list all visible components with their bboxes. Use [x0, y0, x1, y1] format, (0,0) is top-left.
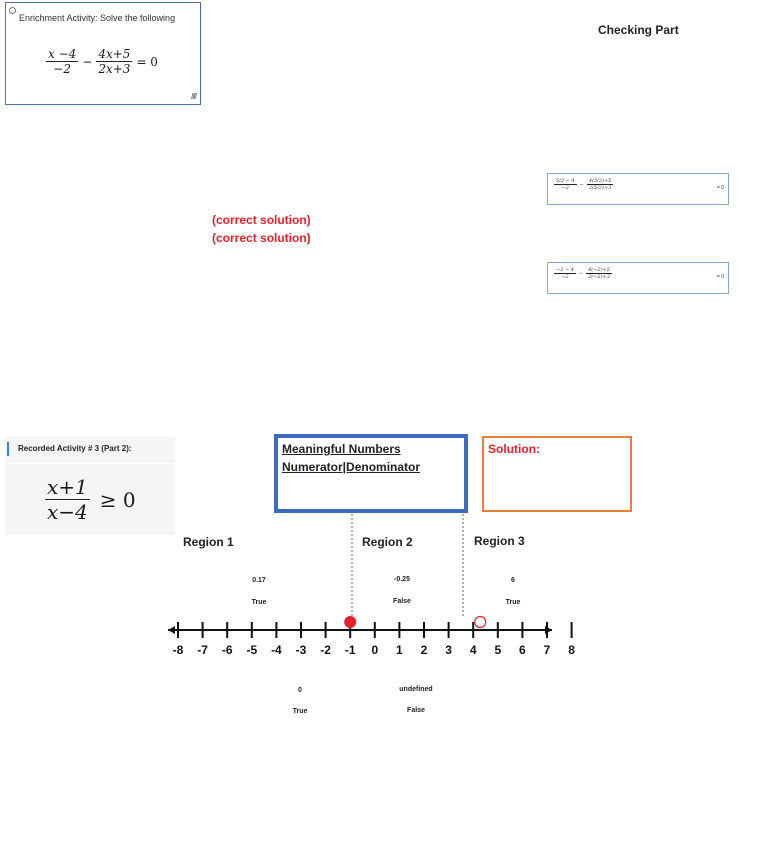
tick-label: 0	[371, 643, 379, 657]
recorded-activity-title: Recorded Activity # 3 (Part 2):	[18, 444, 132, 453]
tick-label: 7	[543, 643, 551, 657]
region-1-test: 0.17	[252, 577, 266, 584]
tick-label: 3	[445, 643, 452, 657]
tick-label: -4	[271, 643, 282, 657]
region-2-label: Region 2	[362, 535, 413, 549]
check-equation-1: $\frac{5/2 - 4}{-2}$ − $\frac{4(5/2)+5}{2(5/2)+3}$ = 0	[547, 173, 729, 205]
below-value-b: undefined	[399, 686, 433, 693]
meaningful-line-2: Numerator|Denominator	[282, 460, 421, 474]
region-3-result: True	[505, 599, 521, 606]
tick-label: 5	[494, 643, 502, 657]
fraction-1: $\frac{x -4}{-2}$	[48, 47, 77, 76]
open-point-marker	[475, 617, 486, 628]
tick-label: 8	[568, 643, 575, 657]
correct-solution-label-2: (correct solution)	[212, 231, 311, 245]
correct-solution-label-1: (correct solution)	[212, 213, 311, 227]
recorded-inequality: $\frac{x+1}{x-4}$ ≥ 0	[47, 475, 136, 524]
tick-label: -8	[172, 643, 184, 657]
tick-label: -2	[320, 643, 331, 657]
below-result-a: True	[292, 708, 308, 715]
enrichment-title: Enrichment Activity: Solve the following	[19, 13, 176, 23]
tick-label: -3	[295, 643, 307, 657]
tick-label: -6	[221, 643, 233, 657]
tick-label: 2	[420, 643, 428, 657]
region-3-test: 6	[511, 577, 515, 584]
meaningful-line-1: Meaningful Numbers	[282, 442, 401, 456]
tick-label: -5	[246, 643, 258, 657]
tick-label: 4	[469, 643, 477, 657]
region-3-label: Region 3	[474, 534, 525, 548]
checking-part-title: Checking Part	[598, 23, 679, 37]
enrichment-equation: $\frac{x -4}{-2}$ − $\frac{4x+5}{2x+3}$ = 0	[48, 47, 158, 76]
solution-label: Solution:	[488, 442, 540, 456]
left-arrow-icon	[168, 626, 175, 634]
fraction-2: $\frac{4x+5}{2x+3}$	[98, 47, 131, 76]
below-result-b: False	[407, 707, 425, 714]
tick-label: 1	[396, 643, 403, 657]
tick-label: -1	[344, 643, 356, 657]
tick-label: 6	[519, 643, 526, 657]
region-1-label: Region 1	[183, 535, 234, 549]
closed-point-marker	[344, 616, 356, 628]
tick-label: -7	[197, 643, 208, 657]
resize-handle-icon[interactable]: ////	[191, 92, 196, 101]
below-value-a: 0	[298, 687, 302, 694]
check-equation-2: $\frac{-2 - 4}{-2}$ − $\frac{4(-2)+5}{2(-2)+3}$ = 0	[547, 262, 729, 294]
region-1-result: True	[251, 599, 267, 606]
region-2-result: False	[393, 598, 411, 605]
region-2-test: -0.25	[394, 576, 410, 583]
number-line	[160, 612, 575, 660]
